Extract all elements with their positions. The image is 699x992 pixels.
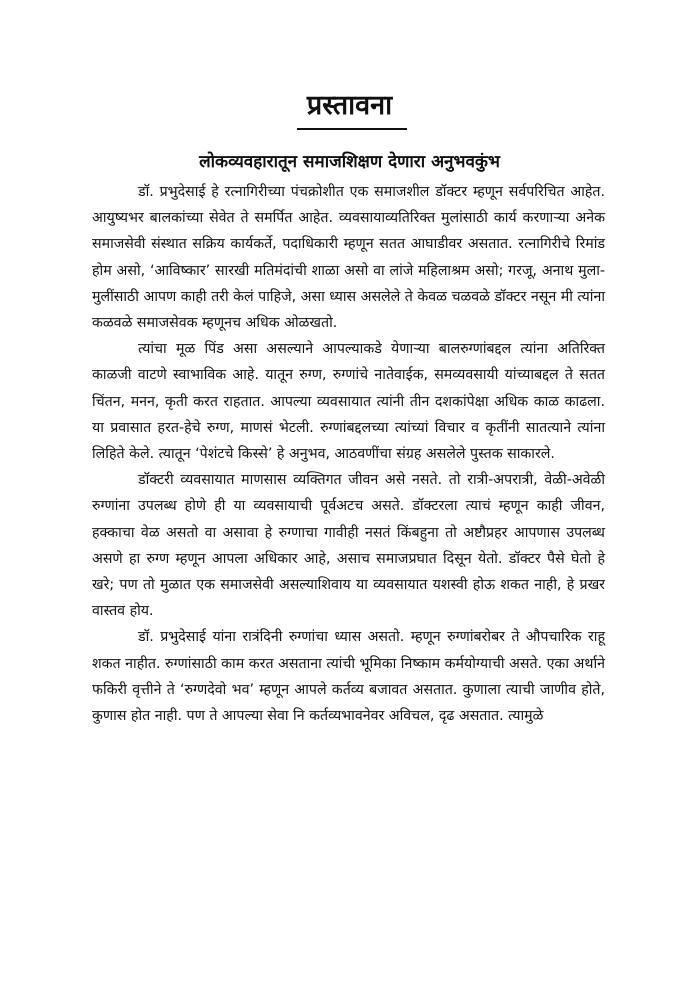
page-subtitle: लोकव्यवहारातून समाजशिक्षण देणारा अनुभवकुंभ: [199, 152, 500, 172]
page-title: प्रस्तावना: [306, 90, 393, 121]
paragraph-2: त्यांचा मूळ पिंड असा असल्याने आपल्याकडे येणाऱ्या बालरुग्णांबद्दल त्यांना अतिरिक्त काळजी वाटणे स्वाभाविक आहे. यातून रुग्ण, रुग्णांचे नातेवाईक, समव्यवसायी यांच्याबद्दल ते सतत चिंतन, मनन, कृती करत राहतात. आपल्या व्यवसायात त्यांनी तीन दशकांपेक्षा अधिक काळ काढला. या प्रवासात हरत-हेचे रुग्ण, माणसं भेटली. रुग्णांबद्दलच्या त्यांच्यां विचार व कृतींनी सातत्याने त्यांना लिहिते केले. त्यातून ‘पेशंटचे किस्से’ हे अनुभव, आठवणींचा संग्रह असलेले पुस्तक साकारले.: [92, 341, 605, 463]
title-underline: [297, 128, 407, 130]
paragraph-1: डॉ. प्रभुदेसाई हे रत्नागिरीच्या पंचक्रोशीत एक समाजशील डॉक्टर म्हणून सर्वपरिचित आहेत. आयुष्यभर बालकांच्या सेवेत ते समर्पित आहेत. व्यवसायाव्यतिरिक्त मुलांसाठी कार्य करणाऱ्या अनेक समाजसेवी संस्थात सक्रिय कार्यकर्ते, पदाधिकारी म्हणून सतत आघाडीवर असतात. रत्नागिरीचे रिमांड होम असो, ‘आविष्कार’ सारखी मतिमंदांची शाळा असो वा लांजे महिलाश्रम असो; गरजू, अनाथ मुला-मुलींसाठी आपण काही तरी केलं पाहिजे, असा ध्यास असलेले ते केवळ चळवळे डॉक्टर नसून मी त्यांना कळवळे समाजसेवक म्हणूनच अधिक ओळखतो.: [92, 184, 605, 332]
body-text: [92, 179, 605, 729]
paragraph-3: डॉक्टरी व्यवसायात माणसास व्यक्तिगत जीवन असे नसते. तो रात्री-अपरात्री, वेळी-अवेळी रुग्णांना उपलब्ध होणे ही या व्यवसायाची पूर्वअटच असते. डॉक्टरला त्याचं म्हणून काही जीवन, हक्काचा वेळ असतो वा असावा हे रुग्णाचा गावीही नसतं किंबहुना तो अष्टौप्रहर आपणास उपलब्ध असणे हा रुग्ण म्हणून आपला अधिकार आहे, असाच समाजप्रघात दिसून येतो. डॉक्टर पैसे घेतो हे खरे; पण तो मुळात एक समाजसेवी असल्याशिवाय या व्यवसायात यशस्वी होऊ शकत नाही, हे प्रखर वास्तव होय.: [92, 472, 605, 620]
paragraph-4: डॉ. प्रभुदेसाई यांना रात्रंदिनी रुग्णांचा ध्यास असतो. म्हणून रुग्णांबरोबर ते औपचारिक राहू शकत नाहीत. रुग्णांसाठी काम करत असताना त्यांची भूमिका निष्काम कर्मयोग्याची असते. एका अर्थाने फकिरी वृत्तीने ते ‘रुग्णदेवो भव’ म्हणून आपले कर्तव्य बजावत असतात. कुणाला त्याची जाणीव होते, कुणास होत नाही. पण ते आपल्या सेवा नि कर्तव्यभावनेवर अविचल, दृढ असतात. त्यामुळे: [92, 629, 605, 725]
